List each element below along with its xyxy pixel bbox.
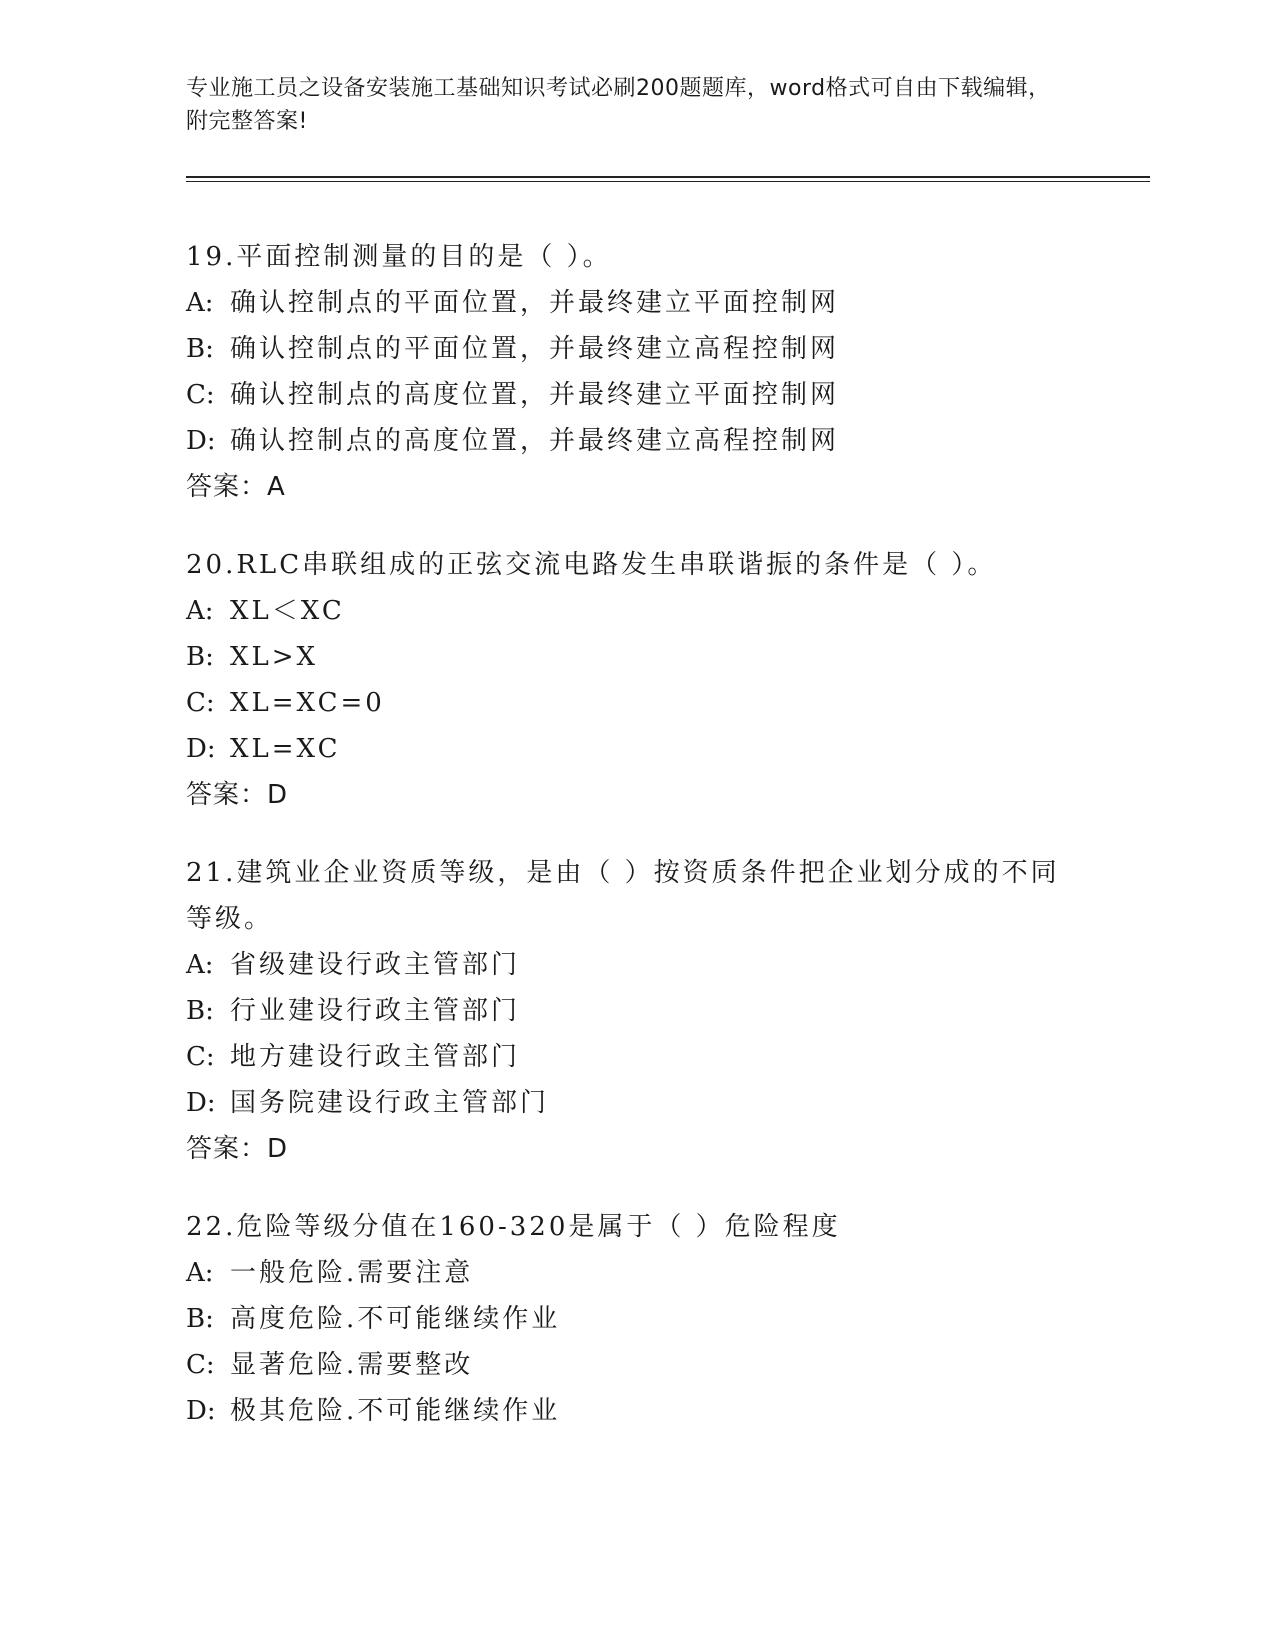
- option-text: 国务院建设行政主管部门: [230, 1088, 550, 1118]
- question-stem: 19.平面控制测量的目的是（ ）。: [186, 242, 612, 272]
- option-b: [186, 1296, 1066, 1342]
- document-title: 专业施工员之设备安装施工基础知识考试必刷200题题库，word格式可自由下载编辑，附完整答案!: [186, 76, 1051, 134]
- option-d: [186, 1388, 1066, 1434]
- question-20: [186, 542, 1066, 818]
- option-text: 高度危险.不可能继续作业: [230, 1304, 561, 1334]
- option-text: 极其危险.不可能继续作业: [230, 1396, 561, 1426]
- option-key: C:: [186, 380, 215, 410]
- option-text: 行业建设行政主管部门: [230, 996, 521, 1026]
- option-key: D:: [186, 426, 216, 456]
- option-text: 确认控制点的平面位置，并最终建立平面控制网: [230, 288, 840, 318]
- question-list: [186, 234, 1066, 1466]
- option-key: B:: [186, 642, 214, 672]
- option-key: A:: [186, 288, 214, 318]
- question-stem: 20.RLC串联组成的正弦交流电路发生串联谐振的条件是（ ）。: [186, 550, 997, 580]
- option-text: XL>X: [230, 642, 319, 672]
- option-text: 省级建设行政主管部门: [230, 950, 521, 980]
- option-c: [186, 372, 1066, 418]
- option-a: [186, 588, 1066, 634]
- header-divider-thin: [186, 181, 1150, 182]
- answer-line: 答案：D: [186, 1134, 289, 1164]
- question-22: [186, 1204, 1066, 1434]
- option-key: A:: [186, 950, 214, 980]
- option-b: [186, 326, 1066, 372]
- option-d: [186, 1080, 1066, 1126]
- answer-line: 答案：A: [186, 472, 286, 502]
- option-key: B:: [186, 1304, 214, 1334]
- question-stem: 21.建筑业企业资质等级，是由（ ）按资质条件把企业划分成的不同等级。: [186, 858, 1060, 934]
- option-b: [186, 988, 1066, 1034]
- option-key: D:: [186, 734, 216, 764]
- option-text: 确认控制点的高度位置，并最终建立平面控制网: [230, 380, 840, 410]
- option-text: 确认控制点的高度位置，并最终建立高程控制网: [230, 426, 840, 456]
- option-text: 一般危险.需要注意: [230, 1258, 474, 1288]
- option-b: [186, 634, 1066, 680]
- option-key: C:: [186, 1350, 215, 1380]
- option-text: XL=XC: [230, 734, 341, 764]
- option-text: XL＜XC: [230, 596, 345, 626]
- option-a: [186, 942, 1066, 988]
- option-d: [186, 726, 1066, 772]
- option-key: A:: [186, 1258, 214, 1288]
- option-c: [186, 1342, 1066, 1388]
- question-19: [186, 234, 1066, 510]
- option-text: XL=XC=0: [230, 688, 385, 718]
- option-a: [186, 1250, 1066, 1296]
- option-key: D:: [186, 1088, 216, 1118]
- option-d: [186, 418, 1066, 464]
- option-text: 地方建设行政主管部门: [230, 1042, 521, 1072]
- option-key: C:: [186, 688, 215, 718]
- header-divider-thick: [186, 176, 1150, 178]
- option-a: [186, 280, 1066, 326]
- answer-line: 答案：D: [186, 780, 289, 810]
- option-c: [186, 1034, 1066, 1080]
- question-stem: 22.危险等级分值在160-320是属于（ ）危险程度: [186, 1212, 841, 1242]
- option-key: D:: [186, 1396, 216, 1426]
- option-text: 显著危险.需要整改: [230, 1350, 474, 1380]
- option-key: B:: [186, 334, 214, 364]
- option-key: C:: [186, 1042, 215, 1072]
- option-key: B:: [186, 996, 214, 1026]
- option-c: [186, 680, 1066, 726]
- option-key: A:: [186, 596, 214, 626]
- question-21: [186, 850, 1066, 1172]
- option-text: 确认控制点的平面位置，并最终建立高程控制网: [230, 334, 840, 364]
